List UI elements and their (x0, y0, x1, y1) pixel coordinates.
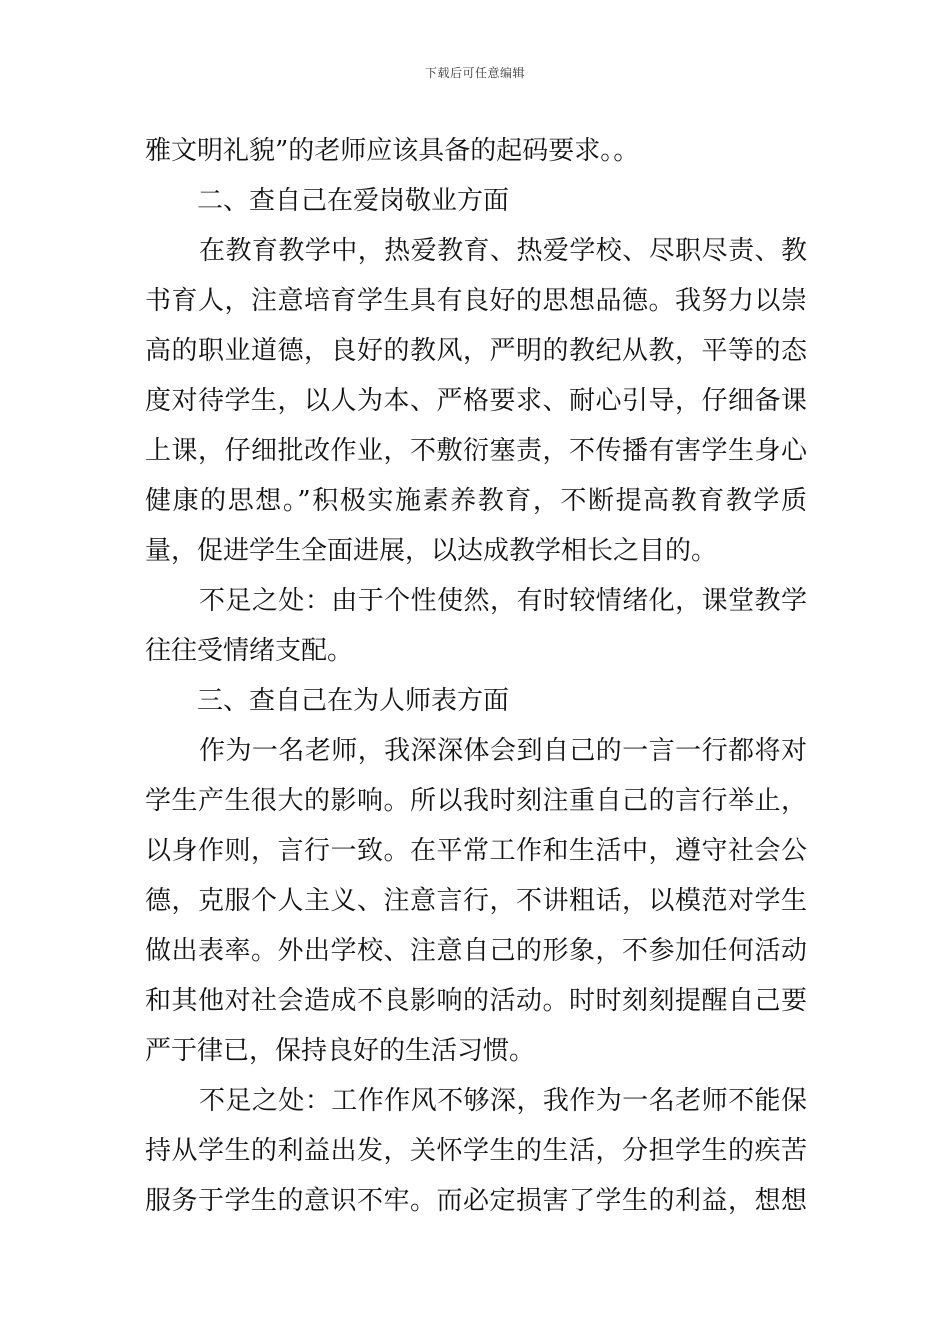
paragraph-line: 书育人，注意培育学生具有良好的思想品德。我努力以崇 (145, 286, 807, 316)
section-heading: 三、查自己在为人师表方面 (197, 686, 510, 716)
paragraph-line: 做出表率。外出学校、注意自己的形象，不参加任何活动 (145, 936, 807, 966)
paragraph-line: 学生产生很大的影响。所以我时刻注重自己的言行举止， (145, 786, 807, 816)
paragraph-line: 上课，仔细批改作业，不敷衍塞责，不传播有害学生身心 (145, 436, 807, 466)
paragraph-line: 德，克服个人主义、注意言行，不讲粗话，以模范对学生 (145, 886, 807, 916)
paragraph-line: 和其他对社会造成不良影响的活动。时时刻刻提醒自己要 (145, 986, 807, 1016)
paragraph-line: 持从学生的利益出发，关怀学生的生活，分担学生的疾苦 (145, 1136, 807, 1166)
paragraph-line: 量，促进学生全面进展，以达成教学相长之目的。 (145, 536, 718, 566)
paragraph-line: 高的职业道德，良好的教风，严明的教纪从教，平等的态 (145, 336, 807, 366)
paragraph-line: 以身作则，言行一致。在平常工作和生活中，遵守社会公 (145, 836, 807, 866)
paragraph-line: 不足之处：由于个性使然，有时较情绪化，课堂教学 (199, 586, 807, 616)
paragraph-line: 在教育教学中，热爱教育、热爱学校、尽职尽责、教 (199, 236, 807, 266)
section-heading: 二、查自己在爱岗敬业方面 (197, 186, 510, 216)
paragraph-line: 严于律已，保持良好的生活习惯。 (145, 1036, 536, 1066)
paragraph-line: 作为一名老师，我深深体会到自己的一言一行都将对 (199, 736, 807, 766)
paragraph-line: 度对待学生，以人为本、严格要求、耐心引导，仔细备课 (145, 386, 807, 416)
page-header: 下载后可任意编辑 (424, 66, 525, 80)
paragraph-line: 服务于学生的意识不牢。而必定损害了学生的利益，想想 (145, 1186, 807, 1216)
paragraph-line: 往往受情绪支配。 (145, 636, 354, 666)
paragraph-line: 不足之处：工作作风不够深，我作为一名老师不能保 (199, 1086, 807, 1116)
paragraph-line: 雅文明礼貌”的老师应该具备的起码要求。。 (145, 136, 640, 166)
document-body (145, 126, 807, 1226)
paragraph-line: 健康的思想。”积极实施素养教育，不断提高教育教学质 (145, 486, 807, 516)
